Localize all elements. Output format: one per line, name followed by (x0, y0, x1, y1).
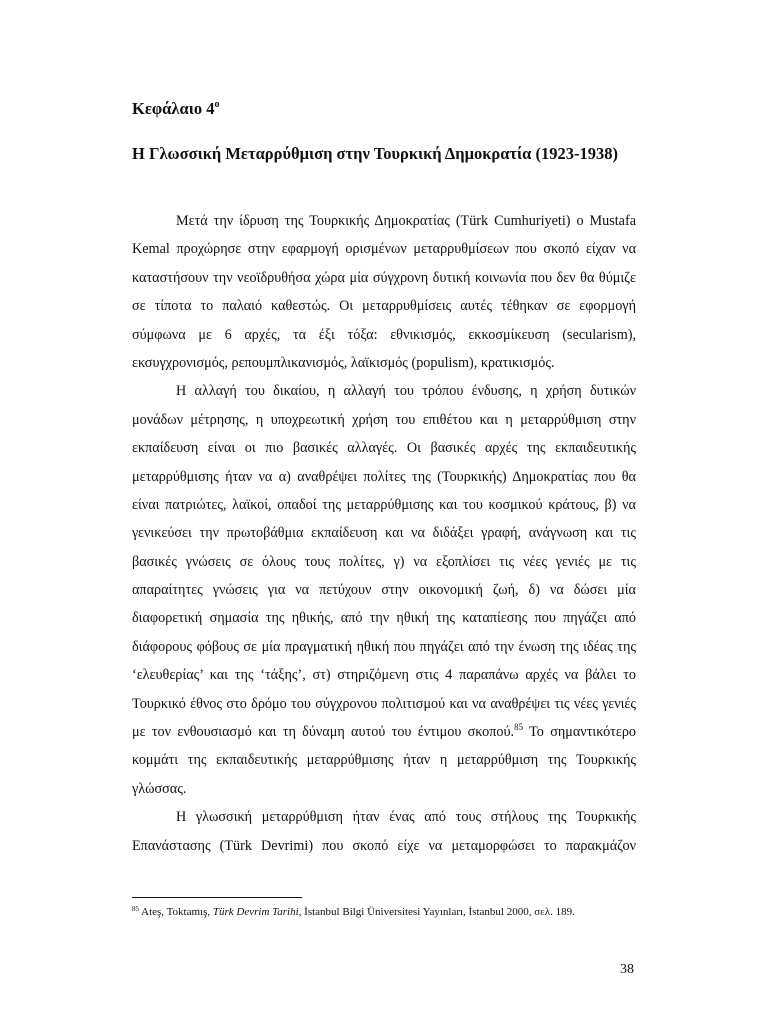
paragraph-line: σύμφωνα με 6 αρχές, τα έξι τόξα: εθνικισμός, εκκοσμίκευση (secularism), (132, 326, 636, 343)
paragraph-line: Μετά την ίδρυση της Τουρκικής Δημοκρατίας (Türk Cumhuriyeti) ο Mustafa (176, 213, 636, 229)
paragraph-line-with-footnote (132, 718, 636, 746)
paragraph-line: ‘ελευθερίας’ και της ‘τάξης’, στ) στηριζόμενη στις 4 παραπάνω αρχές να βάλει το (132, 667, 636, 684)
footnote-book-title: Türk Devrim Tarihi (212, 906, 299, 918)
section-title: Η Γλωσσική Μεταρρύθμιση στην Τουρκική Δημοκρατία (1923-1938) (132, 144, 618, 163)
paragraph-line: κομμάτι της εκπαιδευτικής μεταρρύθμισης ήταν η μεταρρύθμιση της Τουρκικής (132, 752, 636, 769)
paragraph-line: μονάδων μέτρησης, η υποχρεωτική χρήση του επιθέτου και η μεταρρύθμιση στην (132, 411, 636, 428)
paragraph-line: Kemal προχώρησε στην εφαρμογή ορισμένων μεταρρυθμίσεων που σκοπό είχαν να (132, 241, 636, 258)
body-text (132, 207, 636, 860)
paragraph-line: βασικές γνώσεις σε όλους τους πολίτες, γ) να εξοπλίσει τις νέες γενιές με τις (132, 553, 636, 570)
footnote (132, 905, 575, 918)
chapter-ordinal-superscript: ο (214, 99, 220, 110)
page-number: 38 (620, 962, 634, 977)
paragraph-line: Η αλλαγή του δικαίου, η αλλαγή του τρόπου ένδυσης, η χρήση δυτικών (176, 383, 636, 400)
paragraph-line: καταστήσουν την νεοϊδρυθήσα χώρα μία σύγχρονη δυτική κοινωνία που δεν θα θύμιζε (132, 269, 636, 286)
chapter-label: Κεφάλαιο 4 (132, 99, 215, 118)
paragraph-line: είναι πατριώτες, λαϊκοί, οπαδοί της μεταρρύθμισης και του κοσμικού κράτους, β) να (132, 496, 636, 513)
paragraph-line: εκπαίδευση είναι οι πιο βασικές αλλαγές. Οι βασικές αρχές της εκπαιδευτικής (132, 440, 636, 457)
paragraph-line: διαφορετική σημασία της ηθικής, από την ηθική της καταπίεσης που πηγάζει από (132, 610, 636, 627)
footnote-divider (132, 897, 302, 898)
paragraph-line-tail: Το σημαντικότερο (523, 724, 636, 741)
paragraph-line-text: με τον ενθουσιασμό και τη δύναμη αυτού του έντιμου σκοπού. (132, 724, 515, 741)
paragraph-line: εκσυγχρονισμός, ρεπουμπλικανισμός, λαϊκισμός (populism), κρατικισμός. (132, 354, 555, 371)
chapter-heading (132, 99, 219, 119)
footnote-number: 85 (132, 905, 139, 913)
footnote-author: Ateş, Toktamış, (139, 906, 213, 918)
paragraph-line: απαραίτητες γνώσεις για να πετύχουν στην οικονομική ζωή, δ) να δώσει μία (132, 582, 636, 599)
paragraph-line: γλώσσας. (132, 780, 187, 797)
paragraph-line: σε τίποτα το παλαιό καθεστώς. Οι μεταρρυθμίσεις αυτές τέθηκαν σε εφορμογή (132, 298, 636, 315)
paragraph-line: μεταρρύθμισης ήταν να α) αναθρέψει πολίτες της (Τουρκικής) Δημοκρατίας που θα (132, 468, 636, 485)
paragraph-line: Τουρκικό έθνος στο δρόμο του σύγχρονου πολιτισμού και να αναθρέψει τις νέες γενιές (132, 695, 636, 712)
footnote-publication: , İstanbul Bilgi Üniversitesi Yayınları, İstanbul 2000, σελ. 189. (298, 906, 575, 918)
paragraph-line: Επανάστασης (Türk Devrimi) που σκοπό είχε να μεταμορφώσει το παρακμάζον (132, 837, 636, 854)
footnote-reference[interactable]: 85 (514, 722, 524, 733)
paragraph-line: διάφορους φόβους σε μία πραγματική ηθική που πηγάζει από την ένωση της ιδέας της (132, 638, 636, 655)
paragraph-line: Η γλωσσική μεταρρύθμιση ήταν ένας από τους στήλους της Τουρκικής (176, 809, 636, 826)
paragraph-line: γενικεύσει την πρωτοβάθμια εκπαίδευση και να διδάξει γραφή, ανάγνωση και τις (132, 525, 636, 542)
